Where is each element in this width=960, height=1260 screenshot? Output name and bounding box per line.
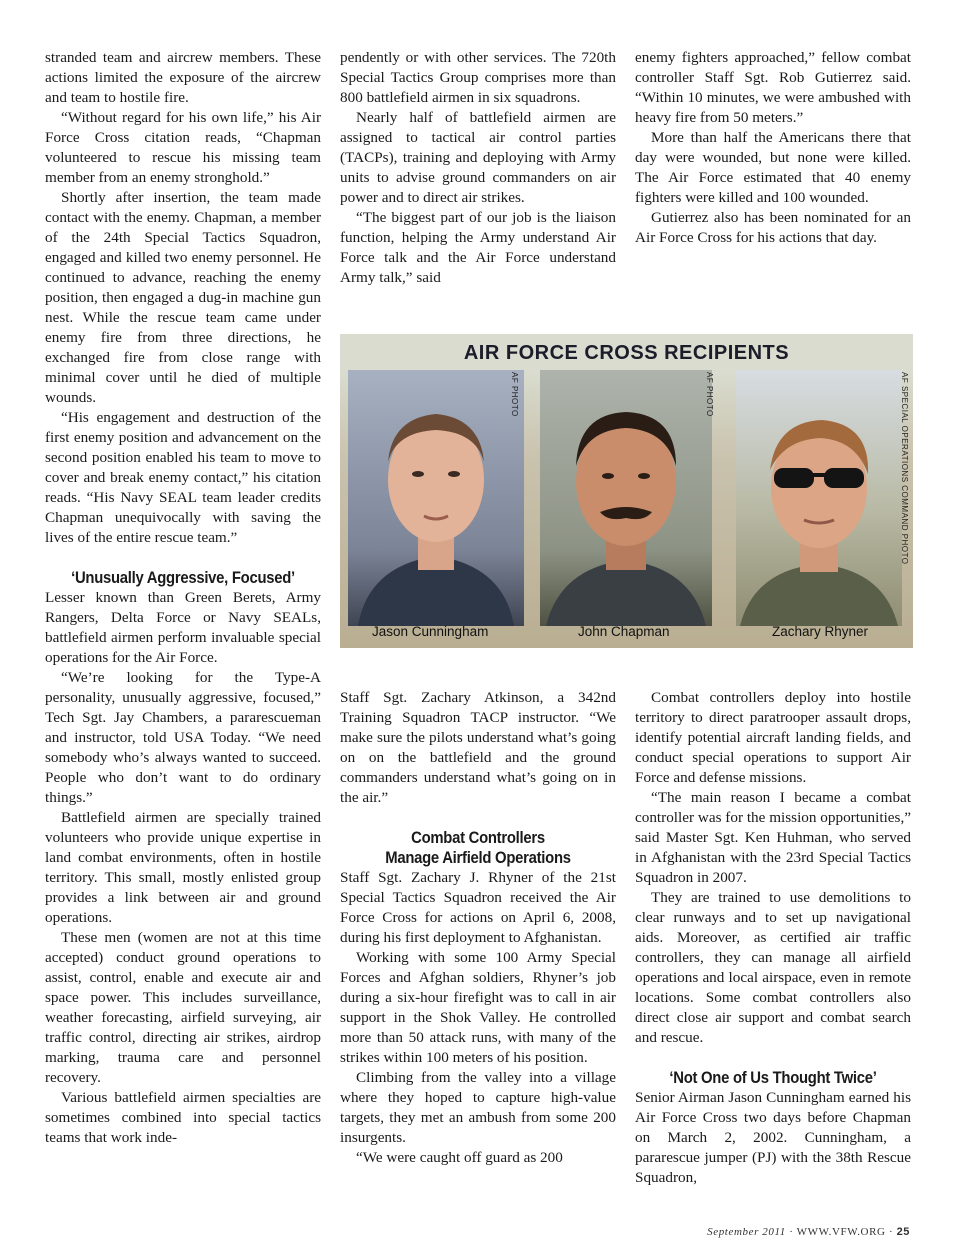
portrait-chapman	[540, 370, 712, 626]
paragraph: Battlefield airmen are specially trained volunteers who provide unique expertise in land combat environments, often in hostile territory. This small, mostly enlisted group provides a link between air and ground operations.	[45, 809, 321, 926]
column-3-bottom	[635, 688, 911, 1188]
paragraph: “Without regard for his own life,” his Air Force Cross citation reads, “Chapman volunteered to rescue his missing team member from an enemy stronghold.”	[45, 109, 321, 186]
paragraph: “The biggest part of our job is the liaison function, helping the Army understand Air Force talk and the Air Force understand Army talk,” said	[340, 209, 616, 286]
heading-line: Combat Controllers	[411, 829, 545, 847]
paragraph: “We were caught off guard as 200	[356, 1149, 563, 1166]
paragraph: They are trained to use demolitions to clear runways and to set up navigational aids. Moreover, as certified air traffic controllers, they can manage all airfield operations and local airspace, even in remote locations. Some combat controllers also direct close air support and combat search and rescue.	[635, 889, 911, 1046]
photo-title: AIR FORCE CROSS RECIPIENTS	[463, 342, 790, 364]
caption-cunningham: Jason Cunningham	[372, 624, 489, 639]
photo-credit: AF PHOTO	[705, 372, 714, 417]
paragraph: Various battlefield airmen specialties are sometimes combined into special tactics teams that work inde-	[45, 1089, 321, 1146]
caption-rhyner: Zachary Rhyner	[772, 624, 869, 639]
photo-credit: AF SPECIAL OPERATIONS COMMAND PHOTO	[900, 372, 909, 565]
section-heading-not-one-of-us: ‘Not One of Us Thought Twice’	[669, 1069, 877, 1087]
paragraph: More than half the Americans there that day were wounded, but none were killed. The Air Force estimated that 40 enemy fighters were killed and 100 wounded.	[635, 129, 911, 206]
portrait-cunningham	[348, 370, 524, 626]
photo-feature	[340, 334, 913, 648]
paragraph: enemy fighters approached,” fellow combat controller Staff Sgt. Rob Gutierrez said. “Within 10 minutes, we were ambushed with heavy fire from 50 meters.”	[635, 49, 911, 126]
portrait-chapman-image	[540, 370, 712, 626]
paragraph: Senior Airman Jason Cunningham earned his Air Force Cross two days before Chapman on March 2, 2002. Cunningham, a pararescue jumper (PJ) with the 38th Rescue Squadron,	[635, 1089, 911, 1186]
paragraph: Lesser known than Green Berets, Army Rangers, Delta Force or Navy SEALs, battlefield airmen perform invaluable special operations for the Air Force.	[45, 589, 321, 666]
heading-line: Manage Airfield Operations	[385, 849, 571, 867]
paragraph: Shortly after insertion, the team made contact with the enemy. Chapman, a member of the 24th Special Tactics Squadron, engaged and killed two enemy personnel. He continued to advance, reaching the enemy position, then engaged a dug-in machine gun nest. While the rescue team came under enemy fire from three directions, he exchanged fire from close range with minimal cover until he died of multiple wounds.	[45, 189, 321, 406]
caption-chapman: John Chapman	[578, 624, 670, 639]
portrait-cunningham-image	[348, 370, 524, 626]
column-3-top	[635, 48, 911, 248]
paragraph: Staff Sgt. Zachary J. Rhyner of the 21st Special Tactics Squadron received the Air Force Cross for actions on April 6, 2008, during his first deployment to Afghanistan.	[340, 869, 616, 946]
paragraph: Climbing from the valley into a village where they hoped to capture high-value targets, they met an ambush from some 200 insurgents.	[340, 1069, 616, 1146]
col1-top-paragraphs	[45, 48, 321, 548]
paragraph: Nearly half of battlefield airmen are assigned to tactical air control parties (TACPs), training and deploying with Army units to advise ground commanders on air power and to direct air strikes.	[340, 109, 616, 206]
paragraph: “The main reason I became a combat controller was for the mission opportunities,” said Master Sgt. Ken Huhman, who served in Afghanistan with the 23rd Special Tactics Squadron in 2007.	[635, 789, 911, 886]
paragraph: Combat controllers deploy into hostile territory to direct paratrooper assault drops, identify potential aircraft landing fields, and conduct special operations to support Air Force and defense missions.	[635, 689, 911, 786]
paragraph: Working with some 100 Army Special Forces and Afghan soldiers, Rhyner’s job during a six-hour firefight was to call in air support in the Shok Valley. He controlled more than 50 attack runs, with many of the strikes within 100 meters of his position.	[340, 949, 616, 1066]
paragraph: stranded team and aircrew members. These actions limited the exposure of the aircrew and team to hostile fire.	[45, 49, 321, 106]
page-footer: September 2011 · WWW.VFW.ORG · 25	[707, 1226, 910, 1238]
photo-credit: AF PHOTO	[510, 372, 519, 417]
paragraph: “We’re looking for the Type-A personality, unusually aggressive, focused,” Tech Sgt. Jay Chambers, a pararescueman and instructor, told USA Today. “We need somebody who’s always wanted to succeed. People who don’t want to do ordinary things.”	[45, 669, 321, 806]
paragraph: These men (women are not at this time accepted) conduct ground operations to assist, control, enable and execute air and space power. This includes surveillance, weather forecasting, airfield surveying, air traffic control, directing air strikes, airdrop marking, trauma care and personnel recovery.	[45, 929, 321, 1086]
column-1	[45, 48, 321, 1148]
paragraph: pendently or with other services. The 720th Special Tactics Group comprises more than 800 battlefield airmen in six squadrons.	[340, 49, 616, 106]
issue-date: September 2011	[707, 1226, 786, 1238]
paragraph: “His engagement and destruction of the first enemy position and advancement on the second position enabled his team to move to cover and break enemy contact,” his citation reads. “His Navy SEAL team leader credits Chapman unequivocally with saving the lives of the entire rescue team.”	[45, 409, 321, 546]
paragraph: Staff Sgt. Zachary Atkinson, a 342nd Training Squadron TACP instructor. “We make sure the pilots understand what’s going on on the battlefield and the ground commanders understand what’s going on in the air.”	[340, 689, 616, 806]
paragraph: Gutierrez also has been nominated for an Air Force Cross for his actions that day.	[635, 209, 911, 246]
section-heading-combat-controllers	[354, 828, 602, 868]
column-2-top	[340, 48, 616, 288]
portrait-rhyner	[736, 370, 902, 626]
page-number: 25	[896, 1226, 910, 1238]
section-heading-aggressive: ‘Unusually Aggressive, Focused’	[71, 569, 295, 587]
portrait-rhyner-image	[736, 370, 902, 626]
website: WWW.VFW.ORG	[796, 1226, 886, 1238]
column-2-bottom	[340, 688, 616, 1168]
